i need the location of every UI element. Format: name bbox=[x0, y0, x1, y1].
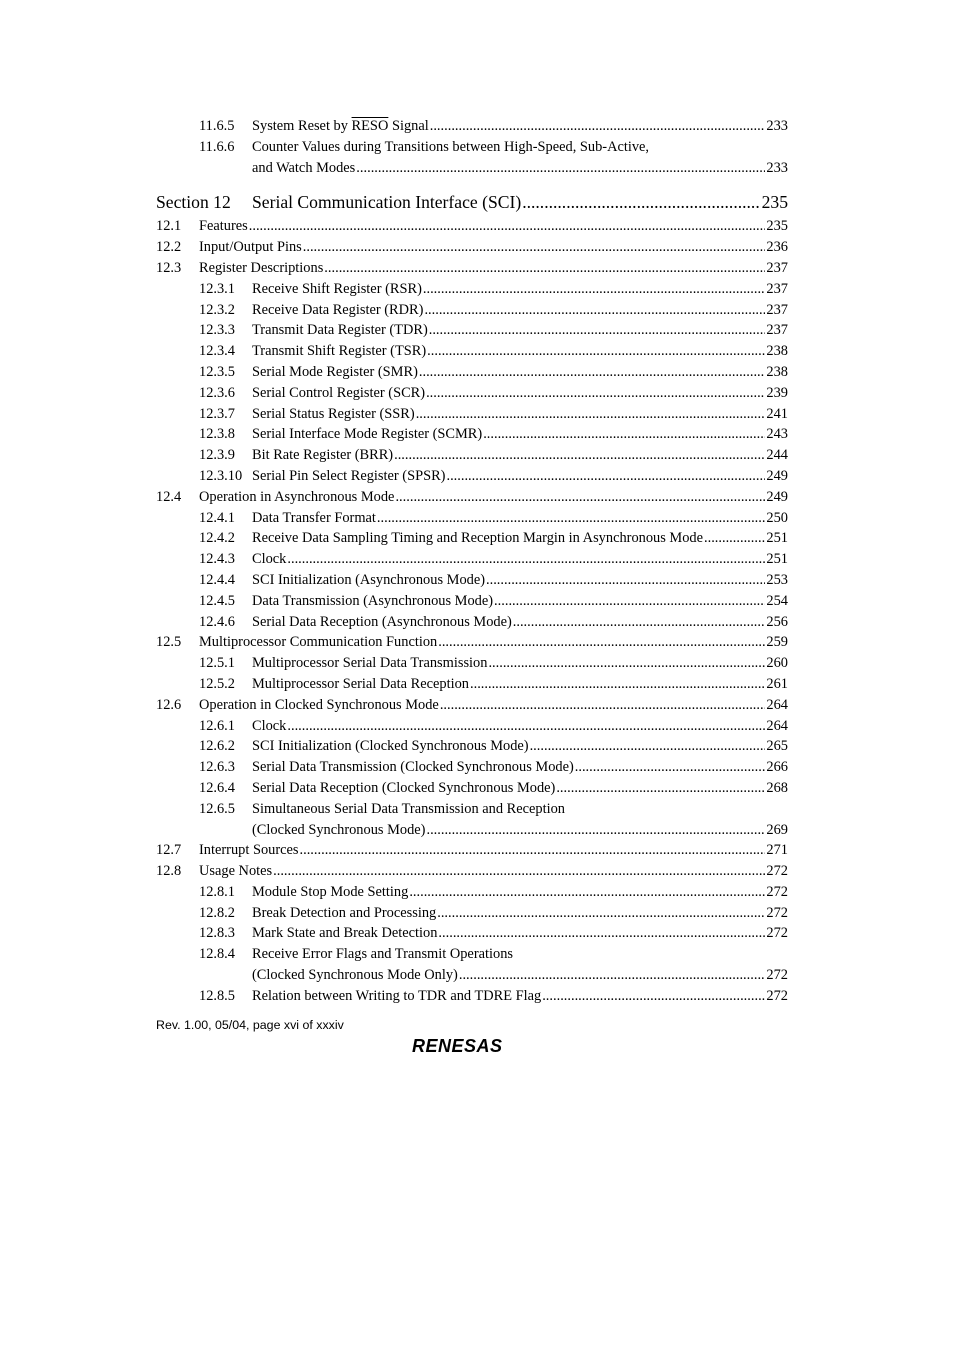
toc-entry-title: Simultaneous Serial Data Transmission and Reception bbox=[252, 800, 565, 817]
toc-entry-title: Multiprocessor Communication Function bbox=[199, 634, 438, 651]
toc-entry-number: 12.8.4 bbox=[199, 946, 235, 963]
toc-entry[interactable] bbox=[156, 445, 788, 466]
toc-entry-title: Features bbox=[199, 218, 248, 235]
toc-page-number: 237 bbox=[766, 301, 788, 318]
toc-entry-number: 12.4.5 bbox=[199, 592, 235, 609]
toc-entry-title: Receive Shift Register (RSR) bbox=[252, 280, 422, 297]
toc-entry[interactable] bbox=[156, 320, 788, 341]
toc-page-number: 249 bbox=[766, 488, 788, 505]
dot-leader bbox=[440, 695, 766, 716]
toc-page-number: 250 bbox=[766, 509, 788, 526]
toc-entry-title: Serial Pin Select Register (SPSR) bbox=[252, 467, 446, 484]
toc-entry[interactable] bbox=[156, 528, 788, 549]
toc-entry-number: 12.6 bbox=[156, 696, 182, 713]
toc-entry-title: (Clocked Synchronous Mode) bbox=[252, 821, 426, 838]
toc-entry-title: Receive Error Flags and Transmit Operations bbox=[252, 946, 513, 963]
page-footer: Rev. 1.00, 05/04, page xvi of xxxiv bbox=[156, 1018, 344, 1032]
toc-entry-title: Module Stop Mode Setting bbox=[252, 883, 409, 900]
toc-page-number: 243 bbox=[766, 426, 788, 443]
toc-entry[interactable] bbox=[156, 799, 788, 820]
toc-entry-number: 12.3.9 bbox=[199, 447, 235, 464]
toc-entry-title: Serial Status Register (SSR) bbox=[252, 405, 415, 422]
dot-leader bbox=[427, 341, 765, 362]
toc-entry-title: Relation between Writing to TDR and TDRE Flag bbox=[252, 987, 542, 1004]
toc-entry[interactable] bbox=[156, 903, 788, 924]
toc-entry-number: 12.4.6 bbox=[199, 613, 235, 630]
toc-entry[interactable] bbox=[156, 695, 788, 716]
dot-leader bbox=[438, 923, 765, 944]
toc-entry-number: 12.6.3 bbox=[199, 759, 235, 776]
toc-entry[interactable] bbox=[156, 383, 788, 404]
toc-entry-number: Section 12 bbox=[156, 192, 231, 213]
toc-entry-number: 12.5.2 bbox=[199, 675, 235, 692]
toc-entry[interactable] bbox=[156, 404, 788, 425]
toc-entry-title: Usage Notes bbox=[199, 863, 273, 880]
toc-page-number: 236 bbox=[766, 239, 788, 256]
toc-entry-number: 12.3.4 bbox=[199, 343, 235, 360]
dot-leader bbox=[287, 716, 765, 737]
toc-page-number: 264 bbox=[766, 696, 788, 713]
dot-leader bbox=[429, 320, 766, 341]
toc-entry-number: 12.3.10 bbox=[199, 467, 243, 484]
toc-entry-number: 12.6.2 bbox=[199, 738, 235, 755]
toc-page-number: 264 bbox=[766, 717, 788, 734]
dot-leader bbox=[426, 820, 765, 841]
dot-leader bbox=[459, 965, 766, 986]
toc-entry-number: 12.1 bbox=[156, 218, 182, 235]
dot-leader bbox=[530, 736, 766, 757]
toc-entry[interactable] bbox=[156, 674, 788, 695]
toc-title-part: System Reset by bbox=[252, 118, 352, 134]
toc-entry-title: Serial Data Transmission (Clocked Synchronous Mode) bbox=[252, 759, 574, 776]
toc-entry[interactable] bbox=[156, 736, 788, 757]
toc-entry-title: Clock bbox=[252, 717, 287, 734]
toc-entry-number: 12.4.2 bbox=[199, 530, 235, 547]
toc-page-number: 268 bbox=[766, 779, 788, 796]
toc-entry-number: 12.3.6 bbox=[199, 384, 235, 401]
toc-entry-number: 12.5.1 bbox=[199, 655, 235, 672]
dot-leader bbox=[287, 549, 765, 570]
dot-leader bbox=[556, 778, 765, 799]
toc-page-number: 237 bbox=[766, 322, 788, 339]
toc-page-number: 233 bbox=[766, 118, 788, 134]
toc-entry[interactable] bbox=[156, 258, 788, 279]
toc-entry-number: 12.3.2 bbox=[199, 301, 235, 318]
dot-leader bbox=[409, 882, 765, 903]
dot-leader bbox=[488, 653, 765, 674]
toc-entry-title bbox=[252, 116, 429, 137]
toc-entry-title: SCI Initialization (Clocked Synchronous Mode) bbox=[252, 738, 529, 755]
dot-leader bbox=[575, 757, 766, 778]
toc-section-heading[interactable] bbox=[156, 188, 788, 216]
toc-page-number: 256 bbox=[766, 613, 788, 630]
toc-entry[interactable] bbox=[156, 591, 788, 612]
dot-leader bbox=[470, 674, 765, 695]
toc-entry-title: Input/Output Pins bbox=[199, 239, 302, 256]
toc-entry[interactable] bbox=[156, 778, 788, 799]
toc-entry[interactable] bbox=[156, 965, 788, 986]
toc-entry[interactable] bbox=[156, 923, 788, 944]
toc-entry[interactable] bbox=[156, 300, 788, 321]
overlined-signal-name: RESO bbox=[351, 118, 389, 134]
toc-entry-title: Serial Mode Register (SMR) bbox=[252, 363, 418, 380]
dot-leader bbox=[300, 840, 766, 861]
toc-page-number: 251 bbox=[766, 551, 788, 568]
toc-page-number: 235 bbox=[761, 192, 788, 213]
dot-leader bbox=[395, 487, 765, 508]
dot-leader bbox=[424, 300, 765, 321]
toc-entry-title: Register Descriptions bbox=[199, 259, 324, 276]
toc-page-number: 272 bbox=[766, 883, 788, 900]
toc-entry-number: 12.3.5 bbox=[199, 363, 235, 380]
toc-entry-number: 12.3.1 bbox=[199, 280, 235, 297]
toc-entry-number: 11.6.6 bbox=[199, 138, 235, 155]
toc-page-number: 259 bbox=[766, 634, 788, 651]
toc-entry-number: 12.5 bbox=[156, 634, 182, 651]
toc-entry-number: 12.8 bbox=[156, 863, 182, 880]
toc-entry-number: 12.3.8 bbox=[199, 426, 235, 443]
toc-entry-number: 12.3.7 bbox=[199, 405, 235, 422]
toc-entry-number: 12.2 bbox=[156, 239, 182, 256]
toc-page-number: 272 bbox=[766, 987, 788, 1004]
toc-entry[interactable] bbox=[156, 216, 788, 237]
toc-entry-title: Data Transmission (Asynchronous Mode) bbox=[252, 592, 494, 609]
toc-entry-number: 12.8.5 bbox=[199, 987, 235, 1004]
toc-entry-title: Clock bbox=[252, 551, 287, 568]
dot-leader bbox=[486, 570, 765, 591]
dot-leader bbox=[513, 612, 766, 633]
toc-entry-number: 12.6.1 bbox=[199, 717, 235, 734]
toc-entry-title: Break Detection and Processing bbox=[252, 904, 437, 921]
dot-leader bbox=[394, 445, 765, 466]
toc-entry[interactable] bbox=[156, 279, 788, 300]
toc-entry[interactable] bbox=[156, 986, 788, 1007]
toc-entry-number: 12.8.2 bbox=[199, 904, 235, 921]
toc-entry[interactable] bbox=[156, 882, 788, 903]
dot-leader bbox=[423, 279, 766, 300]
dot-leader bbox=[303, 237, 766, 258]
dot-leader bbox=[419, 362, 766, 383]
toc-entry-number: 12.3.3 bbox=[199, 322, 235, 339]
toc-page-number: 266 bbox=[766, 759, 788, 776]
toc-entry-number: 11.6.5 bbox=[199, 118, 235, 134]
dot-leader bbox=[483, 424, 765, 445]
toc-page-number: 235 bbox=[766, 218, 788, 235]
toc-page-number: 272 bbox=[766, 967, 788, 984]
toc-entry-number: 12.8.3 bbox=[199, 925, 235, 942]
toc-entry[interactable] bbox=[156, 757, 788, 778]
toc-page-number: 238 bbox=[766, 343, 788, 360]
toc-entry-title: Serial Data Reception (Clocked Synchronous Mode) bbox=[252, 779, 556, 796]
toc-entry-title: Interrupt Sources bbox=[199, 842, 299, 859]
toc-entry-number: 12.4 bbox=[156, 488, 182, 505]
dot-leader bbox=[522, 188, 760, 216]
toc-entry-title: Mark State and Break Detection bbox=[252, 925, 438, 942]
toc-entry-title: and Watch Modes bbox=[252, 159, 356, 176]
dot-leader bbox=[446, 466, 765, 487]
toc-entry[interactable] bbox=[156, 716, 788, 737]
toc-entry-title: Operation in Clocked Synchronous Mode bbox=[199, 696, 439, 713]
toc-entry[interactable] bbox=[156, 237, 788, 258]
toc-page-number: 238 bbox=[766, 363, 788, 380]
toc-page-number: 272 bbox=[766, 925, 788, 942]
toc-entry-title: Operation in Asynchronous Mode bbox=[199, 488, 395, 505]
toc-entry[interactable] bbox=[156, 944, 788, 965]
toc-page-number: 271 bbox=[766, 842, 788, 859]
toc-entry[interactable] bbox=[156, 632, 788, 653]
toc-entry-title: Bit Rate Register (BRR) bbox=[252, 447, 394, 464]
toc-entry[interactable] bbox=[156, 341, 788, 362]
toc-entry-title: Receive Data Sampling Timing and Reception Margin in Asynchronous Mode bbox=[252, 530, 703, 547]
toc-entry-title: (Clocked Synchronous Mode Only) bbox=[252, 967, 458, 984]
toc-entry[interactable] bbox=[156, 570, 788, 591]
toc-entry[interactable] bbox=[156, 424, 788, 445]
toc-page-number: 239 bbox=[766, 384, 788, 401]
toc-page-number: 261 bbox=[766, 675, 788, 692]
toc-entry-title: Counter Values during Transitions between High-Speed, Sub-Active, bbox=[252, 138, 650, 155]
toc-entry-title: SCI Initialization (Asynchronous Mode) bbox=[252, 571, 486, 588]
toc-entry[interactable] bbox=[156, 116, 788, 137]
toc-entry-number: 12.4.1 bbox=[199, 509, 235, 526]
toc-entry[interactable] bbox=[156, 840, 788, 861]
dot-leader bbox=[273, 861, 765, 882]
toc-entry-title: Transmit Shift Register (TSR) bbox=[252, 343, 427, 360]
toc-page-number: 237 bbox=[766, 280, 788, 297]
dot-leader bbox=[438, 632, 765, 653]
toc-page-number: 272 bbox=[766, 904, 788, 921]
toc-entry[interactable] bbox=[156, 362, 788, 383]
toc-page-number: 272 bbox=[766, 863, 788, 880]
toc-entry-title: Serial Control Register (SCR) bbox=[252, 384, 426, 401]
renesas-logo: RENESAS bbox=[412, 1035, 503, 1056]
toc-entry-number: 12.3 bbox=[156, 259, 182, 276]
toc-title-part: Signal bbox=[388, 118, 429, 134]
toc-entry[interactable] bbox=[156, 820, 788, 841]
toc-entry[interactable] bbox=[156, 487, 788, 508]
toc-entry[interactable] bbox=[156, 466, 788, 487]
toc-entry[interactable] bbox=[156, 549, 788, 570]
toc-page-number: 254 bbox=[766, 592, 788, 609]
table-of-contents bbox=[156, 116, 788, 1007]
toc-entry-title: Data Transfer Format bbox=[252, 509, 376, 526]
dot-leader bbox=[426, 383, 765, 404]
dot-leader bbox=[249, 216, 766, 237]
toc-entry-number: 12.6.5 bbox=[199, 800, 235, 817]
toc-entry-title: Serial Communication Interface (SCI) bbox=[252, 192, 522, 213]
dot-leader bbox=[377, 508, 766, 529]
toc-entry-title: Receive Data Register (RDR) bbox=[252, 301, 424, 318]
toc-page-number: 233 bbox=[766, 159, 788, 176]
dot-leader bbox=[430, 116, 766, 137]
toc-entry-title: Multiprocessor Serial Data Transmission bbox=[252, 655, 488, 672]
dot-leader bbox=[356, 158, 765, 179]
toc-entry[interactable] bbox=[156, 653, 788, 674]
toc-entry-number: 12.7 bbox=[156, 842, 182, 859]
toc-entry[interactable] bbox=[156, 861, 788, 882]
toc-entry[interactable] bbox=[156, 137, 788, 158]
dot-leader bbox=[704, 528, 765, 549]
toc-page-number: 241 bbox=[766, 405, 788, 422]
toc-entry-number: 12.4.3 bbox=[199, 551, 235, 568]
toc-page-number: 265 bbox=[766, 738, 788, 755]
toc-entry[interactable] bbox=[156, 158, 788, 179]
toc-entry[interactable] bbox=[156, 508, 788, 529]
dot-leader bbox=[494, 591, 765, 612]
dot-leader bbox=[542, 986, 765, 1007]
toc-page-number: 251 bbox=[766, 530, 788, 547]
toc-entry[interactable] bbox=[156, 612, 788, 633]
dot-leader bbox=[324, 258, 765, 279]
toc-page-number: 269 bbox=[766, 821, 788, 838]
toc-page-number: 244 bbox=[766, 447, 788, 464]
toc-entry-title: Multiprocessor Serial Data Reception bbox=[252, 675, 469, 692]
dot-leader bbox=[416, 404, 766, 425]
toc-entry-number: 12.6.4 bbox=[199, 779, 235, 796]
toc-page-number: 253 bbox=[766, 571, 788, 588]
toc-page-number: 237 bbox=[766, 259, 788, 276]
toc-entry-title: Serial Interface Mode Register (SCMR) bbox=[252, 426, 483, 443]
toc-entry-title: Serial Data Reception (Asynchronous Mode) bbox=[252, 613, 512, 630]
toc-page-number: 260 bbox=[766, 655, 788, 672]
toc-entry-number: 12.8.1 bbox=[199, 883, 235, 900]
toc-entry-number: 12.4.4 bbox=[199, 571, 235, 588]
toc-page-number: 249 bbox=[766, 467, 788, 484]
toc-entry-title: Transmit Data Register (TDR) bbox=[252, 322, 428, 339]
dot-leader bbox=[437, 903, 765, 924]
